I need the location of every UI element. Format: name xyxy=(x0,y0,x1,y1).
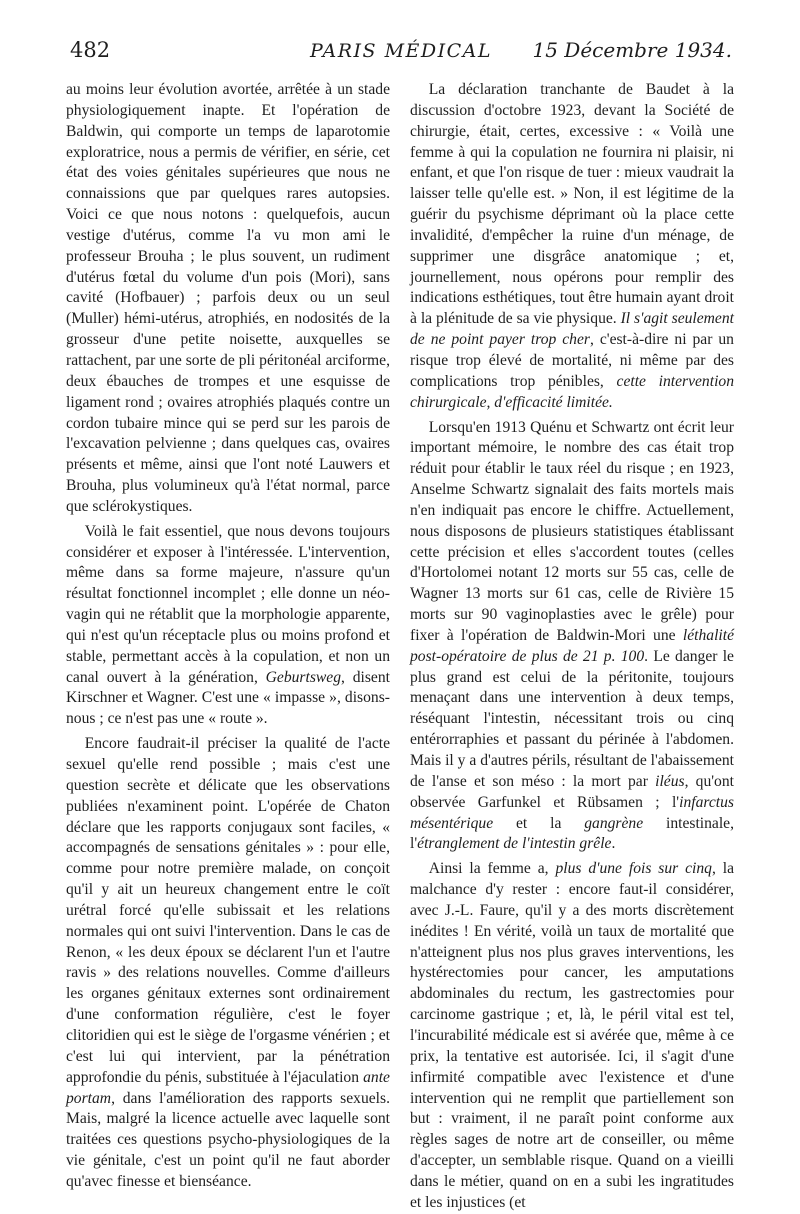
paragraph-conclusion: Ainsi la femme a, plus d'une fois sur cinq, la malchance d'y rester : encore faut-il considérer, avec J.-L. Faure, qu'il y a des morts discrètement inédites ! En vérité, voilà un taux de mortalité que n'atteignent plus nos plus graves interventions, les hystérectomies pour cancer, les amputations abdominales du rectum, les gastrectomies pour carcinome gastrique ; et, là, le péril vital est tel, l'incurabilité médicale est si avérée que, même à ce prix, la tentative est autorisée. Ici, il s'agit d'une infirmité compatible avec l'existence et d'une intervention qui ne remplit que partiellement son but : vraiment, il ne paraît point conforme aux règles sages de notre art de conseiller, ou même d'accepter, un semblable risque. Quand on a vieilli dans le métier, quand on en a subi les ingratitudes et les injustices (et xyxy=(410,860,734,1211)
journal-title: PARIS MÉDICAL xyxy=(309,40,493,62)
paragraph-essential-fact: Voilà le fait essentiel, que nous devons toujours considérer et exposer à l'intéressée. L'intervention, même dans sa forme majeure, n'assure qu'un résultat fonctionnel incomplet ; elle donne un néo-vagin qui ne rétablit que la morphologie apparente, qui n'est qu'un réceptacle plus ou moins profond et stable, permettant accès à la copulation, et non un canal ouvert à la génération, Geburtsweg, disent Kirschner et Wagner. C'est une « impasse », disons-nous ; ce n'est pas une « route ». xyxy=(66,522,390,728)
right-column xyxy=(410,80,734,1214)
issue-date: 15 Décembre 1934. xyxy=(532,38,732,62)
paragraph-mortality-statistics: Lorsqu'en 1913 Quénu et Schwartz ont écrit leur important mémoire, le nombre des cas était trop réduit pour établir le taux réel du risque ; en 1923, Anselme Schwartz signalait des faits mortels mais n'en indiquait pas encore le chiffre. Actuellement, nous disposons de plusieurs statistiques établissant cette précision et elles s'accordent toutes (celles d'Hortolomei notant 12 morts sur 55 cas, celle de Wagner 13 morts sur 61 cas, celle de Rivière 15 morts sur 90 vaginoplasties avec le grêle) pour fixer à l'opération de Baldwin-Mori une léthalité post-opératoire de plus de 21 p. 100. Le danger le plus grand est celui de la péritonite, toujours menaçant dans une intervention à deux temps, réséquant l'intestin, nécessitant trois ou cinq entérorraphies et passant du périnée à l'abdomen. Mais il y a d'autres périls, résultant de l'abaissement de l'anse et son méso : la mort par iléus, qu'ont observée Garfunkel et Rübsamen ; l'infarctus mésentérique et la gangrène intestinale, l'étranglement de l'intestin grêle. xyxy=(410,418,734,853)
paragraph-baudet-declaration: La déclaration tranchante de Baudet à la discussion d'octobre 1923, devant la Société de chirurgie, était, certes, excessive : « Voilà une femme à qui la copulation ne fournira ni plaisir, ni enfant, et que l'on risque de tuer : mieux vaudrait la laisser telle qu'elle est. » Non, il est légitime de la guérir du psychisme déprimant où la place cette invalidité, d'empêcher la ruine d'un ménage, de supprimer une disgrâce anatomique ; et, journellement, nous opérons pour remplir des indications esthétiques, tout être humain ayant droit à la plénitude de sa vie physique. Il s'agit seulement de ne point payer trop cher, c'est-à-dire ni par un risque trop élevé de mortalité, ni même par des complications trop pénibles, cette intervention chirurgicale, d'efficacité limitée. xyxy=(410,81,734,411)
running-header xyxy=(70,38,732,74)
paragraph-anatomy: au moins leur évolution avortée, arrêtée à un stade physiologiquement inapte. Et l'opération de Baldwin, qui comporte un temps de laparotomie exploratrice, nous a permis de vérifier, en série, cet état des voies génitales supérieures que nous ne connaissions que par quelques rares autopsies. Voici ce que nous notons : quelquefois, aucun vestige d'utérus, comme l'a vu mon ami le professeur Brouha ; le plus souvent, un rudiment d'utérus fœtal du volume d'un pois (Mori), sans cavité (Hofbauer) ; parfois deux ou un seul (Muller) hémi-utérus, atrophiés, en nodosités de la grosseur d'une petite noisette, auxquelles se rattachent, par une sorte de pli péritonéal arciforme, deux ébauches de trompes et une esquisse de ligament rond ; ovaires atrophiés plaqués contre un cordon tubaire mince qui se perd sur les parois de l'excavation pelvienne ; dans quelques cas, ovaires présents et même, ainsi que l'ont noté Lauwers et Brouha, plus volumineux qu'à l'état normal, parce que sclérokystiques. xyxy=(66,81,390,515)
left-column xyxy=(66,80,390,1193)
page-number: 482 xyxy=(70,38,111,62)
paragraph-sexual-quality: Encore faudrait-il préciser la qualité de l'acte sexuel qu'elle rend possible ; mais c'est une question secrète et délicate que les observations publiées n'examinent point. L'opérée de Chaton déclare que les rapports conjugaux sont faciles, « accompagnés de sensations génitales » : pour elle, comme pour notre première malade, on conçoit qu'il y ait un heureux changement entre le coït urétral forcé qu'elle subissait et les relations normales qui ont suivi l'intervention. Dans le cas de Renon, « les deux époux se déclarent l'un et l'autre ravis » des relations nouvelles. Comme d'ailleurs les organes génitaux externes sont ordinairement d'une conformation régulière, c'est le foyer clitoridien qui est le siège de l'orgasme vénérien ; et c'est lui qui intervient, par la pénétration approfondie du pénis, substituée à l'éjaculation ante portam, dans l'amélioration des rapports sexuels. Mais, malgré la licence actuelle avec laquelle sont traitées ces questions psycho-physiologiques de la vie génitale, c'est un point qu'il ne faut aborder qu'avec finesse et bienséance. xyxy=(66,735,390,1190)
